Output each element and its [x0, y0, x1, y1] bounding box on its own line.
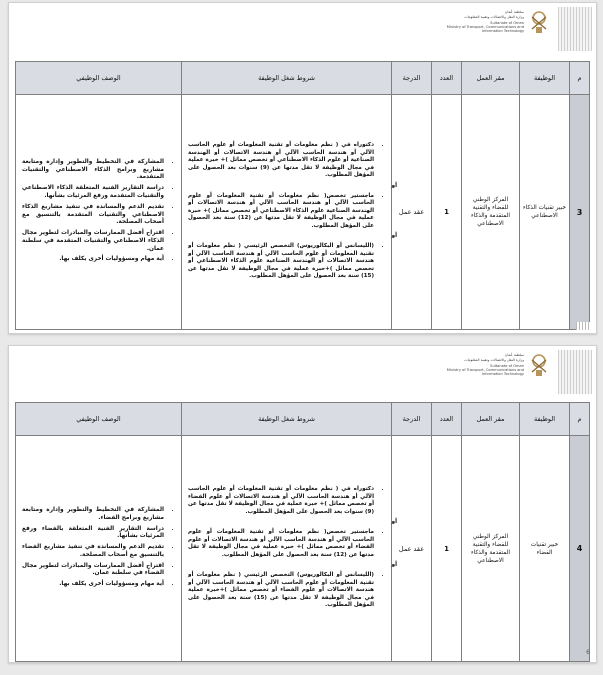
description-item: • دراسة التقارير الفنية المتعلقة الذكاء الاصطناعي والتقنيات المتقدمة ورفع المرئيات بشأنها. [22, 185, 164, 201]
col-header-num: م [570, 62, 590, 95]
job-number: 4 [570, 436, 590, 662]
condition-item: • دكتوراه في ( نظم معلومات أو تقنية المعلومات أو علوم الحاسب الآلي أو هندسة الحاسب الآلي أو هندسة الاتصالات أو الهندسة الصناعية أو علوم الذكاء الاصطناعي أو تخصص مماثل )+ خبرة عملية في مجال الوظيفة لا تقل مدتها عن (9) سنوات بعد الحصول على المؤهل المطلوب. [188, 142, 374, 180]
oman-emblem-icon [528, 352, 550, 378]
or-label: أو [391, 233, 397, 240]
col-header-count: العدد [432, 403, 462, 436]
description-item: • تقديم الدعم والمساندة في تنفيذ مشاريع الذكاء الاصطناعي والتقنيات المتقدمة بالتنسيق مع أصحاب المصلحة. [22, 204, 164, 227]
corner-hatch-bottom [576, 322, 590, 330]
document-page-1 [8, 2, 597, 334]
description-item: • أية مهام ومسؤوليات أخرى يكلف بها. [22, 256, 164, 264]
ministry-name-en-2: Ministry of Transport, Communications and [446, 25, 524, 29]
job-grade: عقد عمل [392, 436, 432, 662]
job-title: خبير تقنيات الذكاء الاصطناعي [520, 95, 570, 330]
jobs-table [15, 402, 590, 662]
ministry-name-en-1: Sultanate of Oman [490, 364, 524, 368]
condition-item: • (الليسانس أو البكالوريوس) التخصص الرئيسي ( نظم معلومات أو تقنية المعلومات أو علوم الحاسب الآلي أو هندسة الحاسب الآلي أو هندسة الاتصالات أو علوم الفضاء أو تخصص مماثل )+خبرة عملية في مجال الوظيفة لا تقل مدتها عن (15) سنة بعد الحصول على المؤهل المطلوب. [188, 572, 374, 610]
document-page-2 [8, 345, 597, 663]
col-header-num: م [570, 403, 590, 436]
description-item: • دراسة التقارير الفنية المتعلقة بالفضاء ورفع المرئيات بشأنها. [22, 526, 164, 542]
col-header-location: مقر العمل [462, 62, 520, 95]
table-row [16, 95, 590, 330]
col-header-count: العدد [432, 62, 462, 95]
condition-item: • ماجستير تخصص( نظم معلومات أو تقنية المعلومات أو علوم الحاسب الآلي أو هندسة الحاسب الآلي أو هندسة الاتصالات أو الهندسة الصناعية علوم الذكاء الاصطناعي أو تخصص مماثل )+ خبرة عملية في مجال الوظيفة لا تقل مدتها عن (12) سنة بعد الحصول على المؤهل المطلوب. [188, 193, 374, 231]
ministry-name-ar-1: سلطنة عُمان [504, 10, 524, 14]
or-label: أو [391, 182, 397, 189]
ministry-name-ar-2: وزارة النقل والاتصالات وتقنية المعلومات [464, 358, 524, 362]
condition-item: • (الليسانس أو البكالوريوس) التخصص الرئيسي ( نظم معلومات أو تقنية المعلومات أو علوم الحاسب الآلي أو هندسة الحاسب الآلي أو هندسة الاتصالات أو الهندسة الصناعية علوم الذكاء الاصطناعي أو تخصص مماثل )+خبرة عملية في مجال الوظيفة لا تقل مدتها عن (15) سنة بعد الحصول على المؤهل المطلوب. [188, 243, 374, 281]
job-description [16, 436, 182, 662]
description-item: • اقتراح أفضل الممارسات والمبادرات لتطوير مجال الذكاء الاصطناعي والتقنيات المتقدمة في سلطنة عمان. [22, 230, 164, 253]
table-header-row [16, 62, 590, 95]
condition-item: • ماجستير تخصص( نظم معلومات أو تقنية المعلومات أو علوم الحاسب الآلي أو هندسة الحاسب الآلي أو هندسة الاتصالات أو علوم الفضاء أو تخصص مماثل )+ خبرة عملية في مجال الوظيفة لا تقل مدتها عن (12) سنة بعد الحصول على المؤهل المطلوب. [188, 529, 374, 559]
col-header-conditions: شروط شغل الوظيفة [182, 62, 392, 95]
job-conditions [182, 95, 397, 330]
ministry-name-en-2: Ministry of Transport, Communications and [446, 368, 524, 372]
col-header-title: الوظيفة [520, 62, 570, 95]
corner-hatch [558, 350, 592, 394]
description-item: • المشاركة في التخطيط والتطوير وإدارة ومتابعة مشاريع وبرامج الفضاء. [22, 507, 164, 523]
oman-emblem-icon [528, 9, 550, 35]
ministry-name-en-3: Information Technology [481, 29, 524, 33]
ministry-name-en-1: Sultanate of Oman [490, 21, 524, 25]
table-header-row [16, 403, 590, 436]
description-item: • تقديم الدعم والمساندة في تنفيذ مشاريع الفضاء بالتنسيق مع أصحاب المصلحة. [22, 544, 164, 560]
col-header-description: الوصف الوظيفي [16, 62, 182, 95]
ministry-name-ar-2: وزارة النقل والاتصالات وتقنية المعلومات [464, 15, 524, 19]
job-grade: عقد عمل [392, 95, 432, 330]
condition-item: • دكتوراه في ( نظم معلومات أو تقنية المعلومات أو علوم الحاسب الآلي أو هندسة الحاسب الآلي أو هندسة الاتصالات أو علوم الفضاء أو تخصص مماثل )+ خبرة عملية في مجال الوظيفة لا تقل مدتها عن (9) سنوات بعد الحصول على المؤهل المطلوب. [188, 486, 374, 516]
job-conditions [182, 436, 397, 662]
page-number: 6 [586, 649, 590, 656]
col-header-location: مقر العمل [462, 403, 520, 436]
description-item: • المشاركة في التخطيط والتطوير وإدارة ومتابعة مشاريع وبرامج الذكاء الاصطناعي والتقنيات المتقدمة. [22, 159, 164, 182]
or-label: أو [391, 519, 397, 526]
job-title: خبير تقنيات الفضاء [520, 436, 570, 662]
description-item: • أية مهام ومسؤوليات أخرى يكلف بها. [22, 581, 164, 589]
job-description [16, 95, 182, 330]
col-header-description: الوصف الوظيفي [16, 403, 182, 436]
jobs-table [15, 61, 590, 330]
job-number: 3 [570, 95, 590, 330]
job-location: المركز الوطني للفضاء والتقنية المتقدمة والذكاء الاصطناعي [462, 436, 520, 662]
table-row [16, 436, 590, 662]
col-header-title: الوظيفة [520, 403, 570, 436]
job-count: 1 [432, 95, 462, 330]
ministry-logo [440, 9, 550, 49]
ministry-name-en-3: Information Technology [481, 372, 524, 376]
or-label: أو [391, 562, 397, 569]
corner-hatch [558, 7, 592, 51]
job-count: 1 [432, 436, 462, 662]
col-header-grade: الدرجة [392, 403, 432, 436]
col-header-grade: الدرجة [392, 62, 432, 95]
description-item: • اقتراح أفضل الممارسات والمبادرات لتطوير مجال الفضاء في سلطنة عمان. [22, 563, 164, 579]
ministry-logo [440, 352, 550, 392]
ministry-name-ar-1: سلطنة عُمان [504, 353, 524, 357]
job-location: المركز الوطني للفضاء والتقنية المتقدمة والذكاء الاصطناعي [462, 95, 520, 330]
col-header-conditions: شروط شغل الوظيفة [182, 403, 392, 436]
